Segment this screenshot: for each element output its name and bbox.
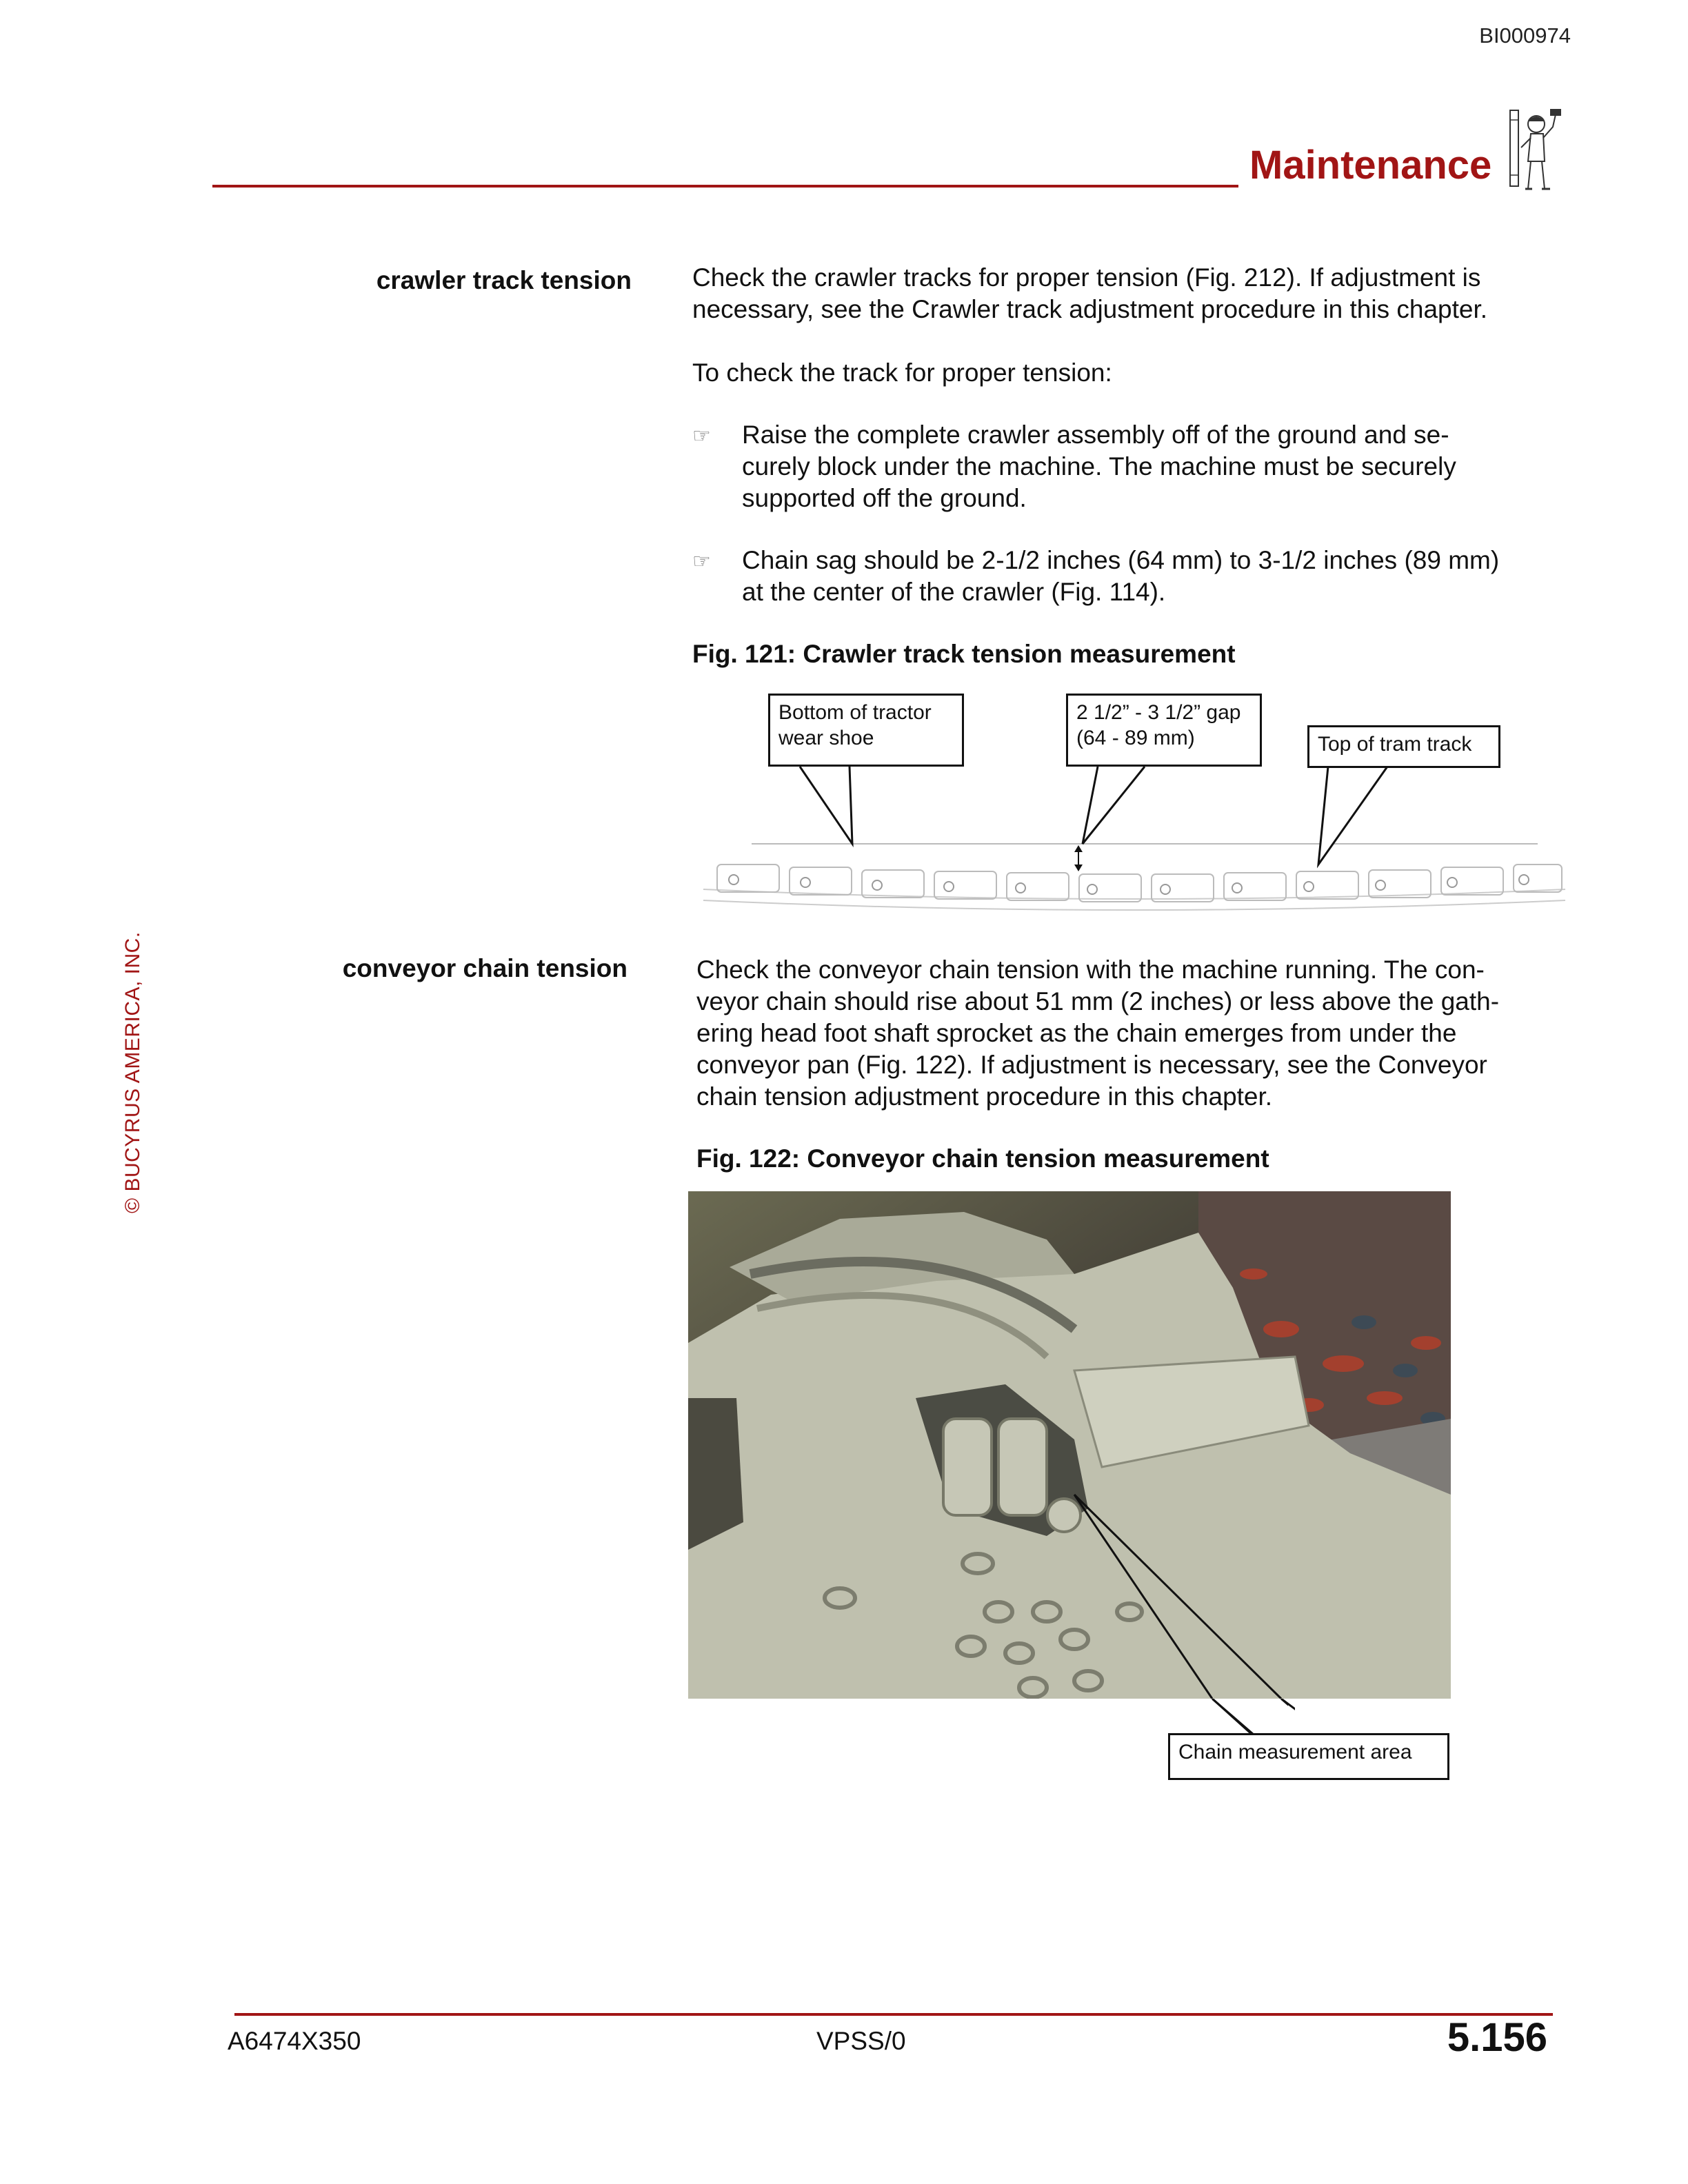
bullet-line: curely block under the machine. The machine must be securely bbox=[742, 452, 1456, 481]
section-title: Maintenance bbox=[1249, 143, 1492, 188]
callout-chain-measurement-area: Chain measurement area bbox=[1168, 1733, 1449, 1780]
footer-rule bbox=[234, 2013, 1553, 2016]
crawler-intro-line: Check the crawler tracks for proper tension (Fig. 212). If adjustment is bbox=[692, 263, 1481, 292]
callout-line: (64 - 89 mm) bbox=[1076, 727, 1195, 749]
figure-122-caption: Fig. 122: Conveyor chain tension measurement bbox=[696, 1144, 1269, 1173]
figure-121-caption: Fig. 121: Crawler track tension measurement bbox=[692, 640, 1236, 668]
callout-top-of-tram-track: Top of tram track bbox=[1307, 725, 1500, 768]
callout-line: wear shoe bbox=[778, 727, 874, 749]
conveyor-body-line: veyor chain should rise about 51 mm (2 inches) or less above the gath- bbox=[696, 987, 1500, 1015]
crawler-check-intro: To check the track for proper tension: bbox=[692, 358, 1112, 387]
bullet-line: Raise the complete crawler assembly off of the ground and se- bbox=[742, 421, 1449, 449]
bullet-line: supported off the ground. bbox=[742, 484, 1027, 512]
conveyor-body-line: chain tension adjustment procedure in this chapter. bbox=[696, 1082, 1273, 1111]
crawler-heading: crawler track tension bbox=[376, 266, 632, 294]
page-number: 5.156 bbox=[1447, 2015, 1547, 2060]
callout-gap bbox=[1066, 694, 1262, 767]
conveyor-heading: conveyor chain tension bbox=[342, 954, 627, 982]
copyright-notice: © BUCYRUS AMERICA, INC. bbox=[121, 931, 144, 1213]
callout-pointer-lines bbox=[1212, 1699, 1288, 1737]
conveyor-photo bbox=[688, 1191, 1451, 1699]
callout-line: Bottom of tractor bbox=[778, 701, 932, 724]
document-id: BI000974 bbox=[1479, 23, 1571, 48]
crawler-intro-line: necessary, see the Crawler track adjustment procedure in this chapter. bbox=[692, 295, 1488, 323]
crawler-intro bbox=[692, 262, 1582, 325]
callout-bottom-of-tractor bbox=[768, 694, 964, 767]
crawler-bullet-list bbox=[692, 419, 1589, 608]
conveyor-body-line: Check the conveyor chain tension with the machine running. The con- bbox=[696, 956, 1485, 984]
pointing-hand-icon: ☞ bbox=[692, 550, 711, 573]
pointing-hand-icon: ☞ bbox=[692, 425, 711, 447]
bullet-line: Chain sag should be 2-1/2 inches (64 mm) to 3-1/2 inches (89 mm) bbox=[742, 546, 1500, 574]
callout-line: 2 1/2” - 3 1/2” gap bbox=[1076, 701, 1241, 724]
bullet-line: at the center of the crawler (Fig. 114). bbox=[742, 578, 1166, 606]
mechanic-with-wrench-icon bbox=[1507, 106, 1567, 196]
header-rule bbox=[212, 185, 1238, 188]
list-item bbox=[692, 419, 1589, 514]
conveyor-body-line: ering head foot shaft sprocket as the chain emerges from under the bbox=[696, 1019, 1457, 1047]
footer-revision: VPSS/0 bbox=[816, 2027, 906, 2055]
list-item bbox=[692, 545, 1589, 608]
footer-document-number: A6474X350 bbox=[228, 2027, 361, 2055]
conveyor-body-line: conveyor pan (Fig. 122). If adjustment is necessary, see the Conveyor bbox=[696, 1051, 1487, 1079]
conveyor-body bbox=[696, 954, 1586, 1113]
